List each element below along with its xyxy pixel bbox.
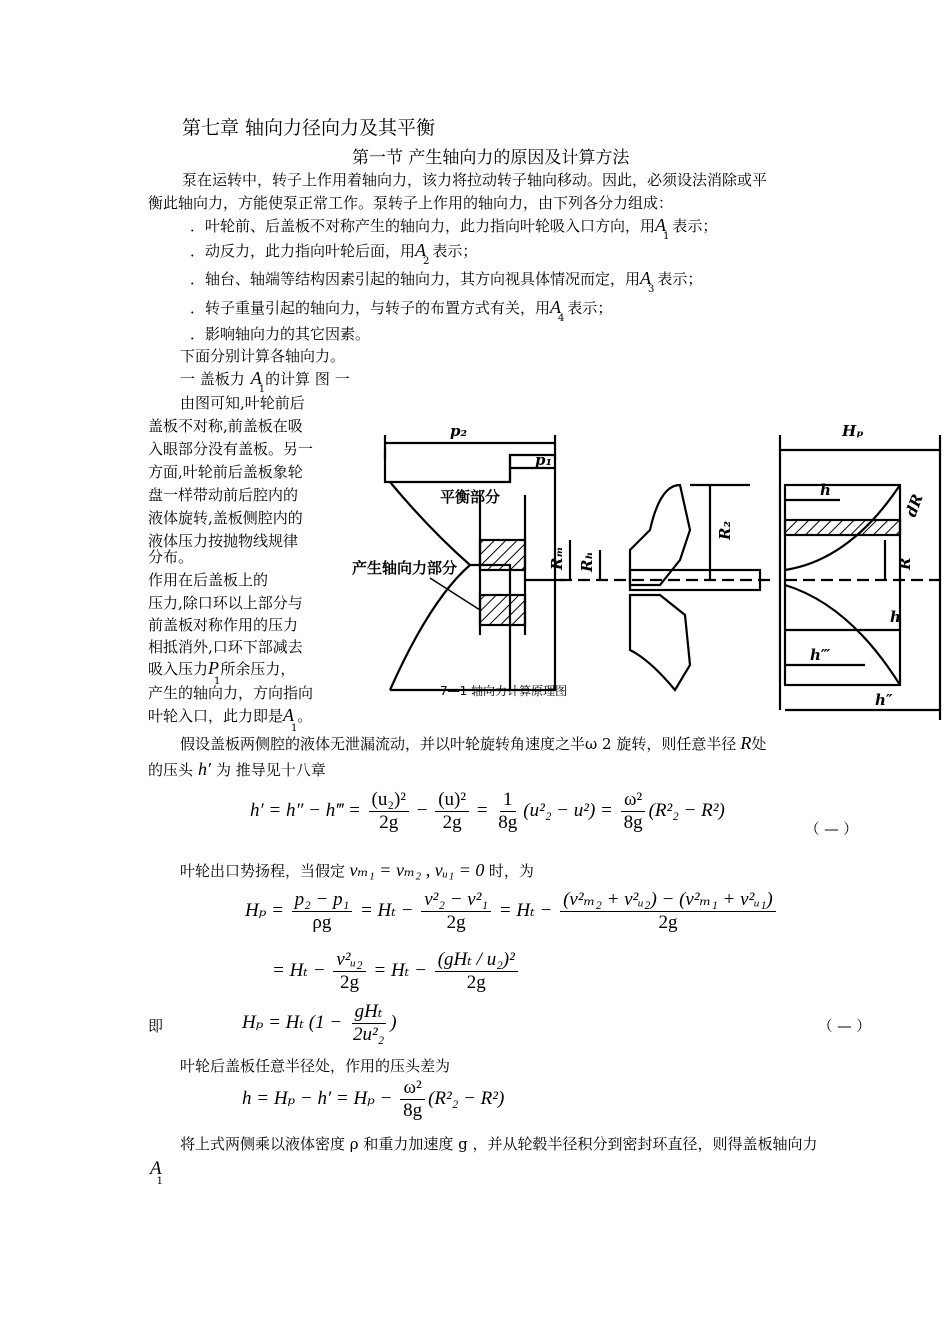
figure-caption: 7—1 轴向力计算原理图 — [440, 684, 568, 698]
left-col-0: 由图可知,叶轮前后 — [180, 394, 305, 412]
equation-3: Hₚ = Hₜ (1 − $\frac{\text{gHₜ}}{\text{2u²₂}}$ ) — [242, 1001, 397, 1045]
item-1: ．叶轮前、后盖板不对称产生的轴向力，此力指向叶轮吸入口方向，用$A_1$表示； — [190, 215, 718, 242]
left-col-2: 入眼部分没有盖板。另一 — [148, 440, 314, 458]
sub-heading: 一 盖板力 $A_1$的计算 图 一 — [180, 368, 350, 395]
left-col-4: 盘一样带动前后腔内的 — [148, 486, 299, 504]
label-Rm: Rₘ — [548, 546, 566, 570]
left-col-14: 叶轮入口，此力即是$A_1$。 — [148, 705, 313, 734]
label-dR: dR — [901, 491, 927, 520]
left-col-6: 液体压力按抛物线规律 — [148, 532, 299, 550]
assume-line-1: 假设盖板两侧腔的液体无泄漏流动，并以叶轮旋转角速度之半ω 2 旋转，则任意半径 R处 — [180, 733, 767, 753]
label-balance: 平衡部分 — [440, 488, 501, 506]
left-col-10: 前盖板对称作用的压力 — [148, 616, 299, 634]
left-col-9: 压力,除口环以上部分与 — [148, 594, 303, 612]
left-col-3: 方面,叶轮前后盖板象轮 — [148, 463, 303, 481]
equation-1: h′ = h″ − h‴ = $\frac{\text{(u₂)²}}{2g}$ − $\frac{\text{(u)²}}{2g}$ = $\frac{1}{8g}$ (u²₂ − u²) = $\frac{\text{ω²}}{8g}$ (R²₂ − R²) — [250, 789, 725, 833]
intro-line-1: 泵在运转中，转子上作用着轴向力，该力将拉动转子轴向移动。因此，必须设法消除或平 — [182, 171, 768, 189]
left-col-13: 产生的轴向力，方向指向 — [148, 684, 314, 702]
left-col-5: 液体旋转,盖板侧腔内的 — [148, 509, 303, 527]
label-h-triple: h‴ — [810, 646, 831, 664]
label-Rh: Rₕ — [578, 551, 596, 572]
calc-each: 下面分别计算各轴向力。 — [180, 347, 346, 365]
label-h: h — [820, 481, 831, 499]
assume-line-2: 的压头 h′ 为 推导见十八章 — [148, 759, 326, 779]
item-3: ．轴台、轴端等结构因素引起的轴向力，其方向视具体情况而定，用$A_3$表示； — [190, 268, 703, 295]
intro-line-2: 衡此轴向力，方能使泵正常工作。泵转子上作用的轴向力，由下列各分力组成： — [148, 194, 674, 212]
left-col-11: 相抵消外,口环下部减去 — [148, 638, 303, 656]
section-title: 第一节 产生轴向力的原因及计算方法 — [352, 148, 630, 168]
left-col-7: 分布。 — [148, 548, 194, 566]
label-produce: 产生轴向力部分 — [352, 559, 458, 577]
item-2: ．动反力，此力指向叶轮后面，用$A_2$表示； — [190, 240, 478, 267]
equation-4: h = Hₚ − h′ = Hₚ − $\frac{\text{ω²}}{8g}$ (R²₂ − R²) — [242, 1077, 505, 1121]
ji-label: 即 — [148, 1017, 164, 1035]
item-4: ．转子重量引起的轴向力，与转子的布置方式有关，用$A_4$表示； — [190, 297, 613, 324]
label-h-double: h″ — [875, 691, 893, 709]
label-R: R — [896, 557, 914, 570]
label-p2: p₂ — [450, 422, 468, 440]
label-h-lower: h — [890, 608, 901, 626]
label-Hp: Hₚ — [842, 422, 864, 440]
eq2-tag: （ — ） — [818, 1019, 871, 1035]
item-5: ．影响轴向力的其它因素。 — [190, 325, 371, 343]
back-line: 叶轮后盖板任意半径处，作用的压头差为 — [180, 1057, 451, 1075]
axial-force-figure — [330, 410, 950, 730]
final-line: 将上式两侧乘以液体密度 ρ 和重力加速度 g ，并从轮毂半径积分到密封环直径，则得盖板轴向力 — [180, 1135, 818, 1153]
outlet-line: 叶轮出口势扬程，当假定 vₘ₁ = vₘ₂ , vᵤ₁ = 0 时，为 — [180, 860, 534, 880]
left-col-12: 吸入压力$P_1$所余压力， — [148, 658, 296, 687]
eq1-tag: （ — ） — [805, 822, 858, 838]
equation-2b: = Hₜ − $\frac{\text{v²ᵤ₂}}{2g}$ = Hₜ − $\frac{\text{(gHₜ / u₂)²}}{2g}$ — [272, 950, 521, 993]
left-col-8: 作用在后盖板上的 — [148, 571, 269, 589]
final-symbol: $A_1$ — [150, 1158, 163, 1187]
equation-2: Hₚ = $\frac{\text{p₂ − p₁}}{\rho g}$ = Hₜ − $\frac{\text{v²₂ − v²₁}}{2g}$ = Hₜ − $\frac{\text{(v²ₘ₂ + v²ᵤ₂) − (v²ₘ₁ + v²ᵤ₁)}}{2g}$ — [245, 890, 779, 933]
left-col-1: 盖板不对称,前盖板在吸 — [148, 417, 303, 435]
label-p1: p₁ — [535, 451, 553, 469]
label-R2: R₂ — [716, 520, 734, 540]
chapter-title: 第七章 轴向力径向力及其平衡 — [182, 117, 436, 139]
